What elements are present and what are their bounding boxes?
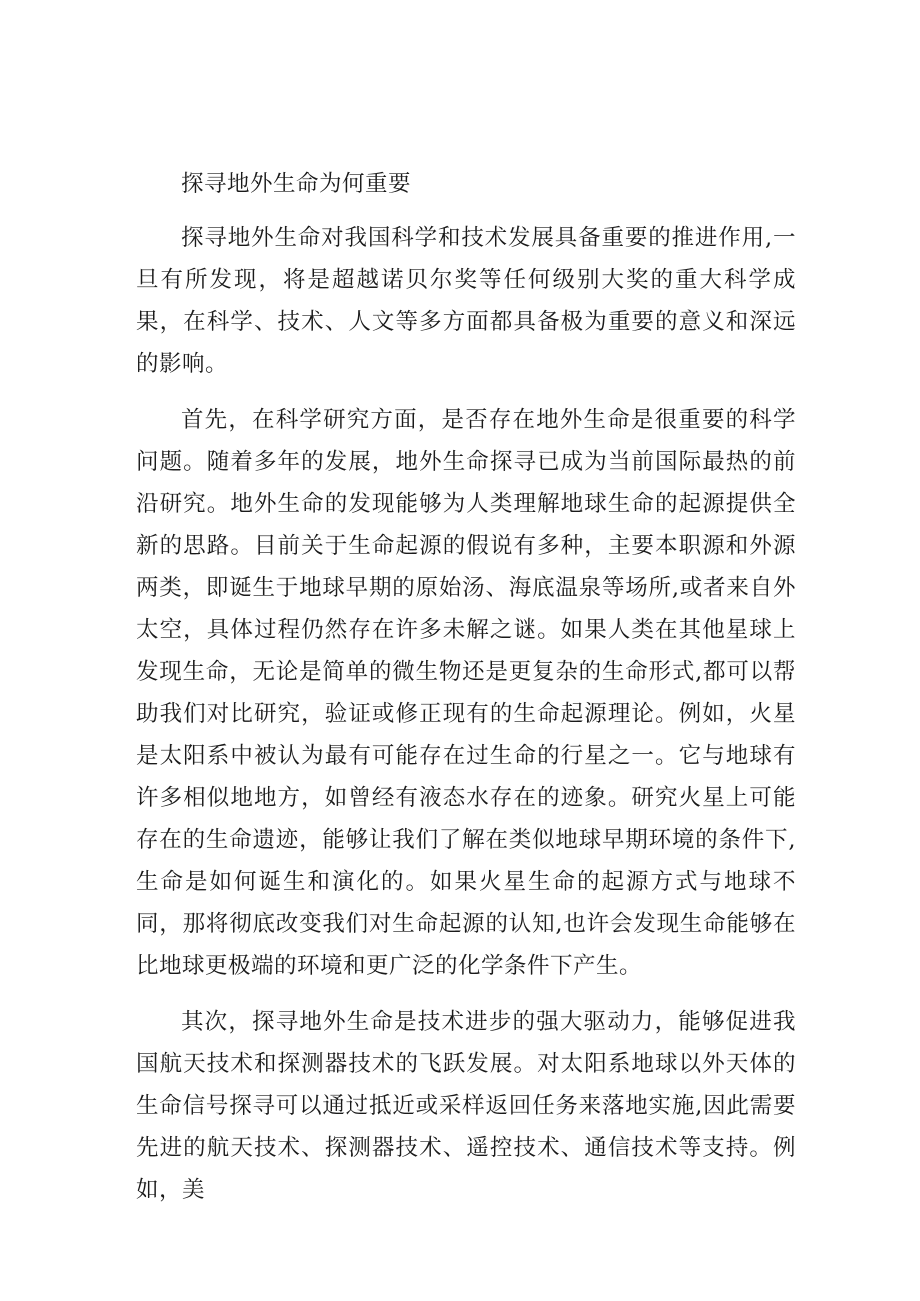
- paragraph-science: 首先，在科学研究方面，是否存在地外生命是很重要的科学问题。随着多年的发展，地外生命探寻已成为当前国际最热的前沿研究。地外生命的发现能够为人类理解地球生命的起源提供全新的思路。目前关于生命起源的假说有多种，主要本职源和外源两类，即诞生于地球早期的原始汤、海底温泉等场所,或者来自外太空，具体过程仍然存在许多未解之谜。如果人类在其他星球上发现生命，无论是简单的微生物还是更复杂的生命形式,都可以帮助我们对比研究，验证或修正现有的生命起源理论。例如，火星是太阳系中被认为最有可能存在过生命的行星之一。它与地球有许多相似地地方，如曾经有液态水存在的迹象。研究火星上可能存在的生命遗迹，能够让我们了解在类似地球早期环境的条件下,生命是如何诞生和演化的。如果火星生命的起源方式与地球不同，那将彻底改变我们对生命起源的认知,也许会发现生命能够在比地球更极端的环境和更广泛的化学条件下产生。: [136, 407, 796, 979]
- paragraph-intro: 探寻地外生命对我国科学和技术发展具备重要的推进作用,一旦有所发现，将是超越诺贝尔奖等任何级别大奖的重大科学成果，在科学、技术、人文等多方面都具备极为重要的意义和深远的影响。: [136, 225, 796, 377]
- document-page: [136, 160, 796, 1225]
- section-heading: 探寻地外生命为何重要: [181, 171, 412, 197]
- paragraph-technology: 其次，探寻地外生命是技术进步的强大驱动力，能够促进我国航天技术和探测器技术的飞跃发展。对太阳系地球以外天体的生命信号探寻可以通过抵近或采样返回任务来落地实施,因此需要先进的航天技术、探测器技术、遥控技术、通信技术等支持。例如，美: [136, 1009, 796, 1203]
